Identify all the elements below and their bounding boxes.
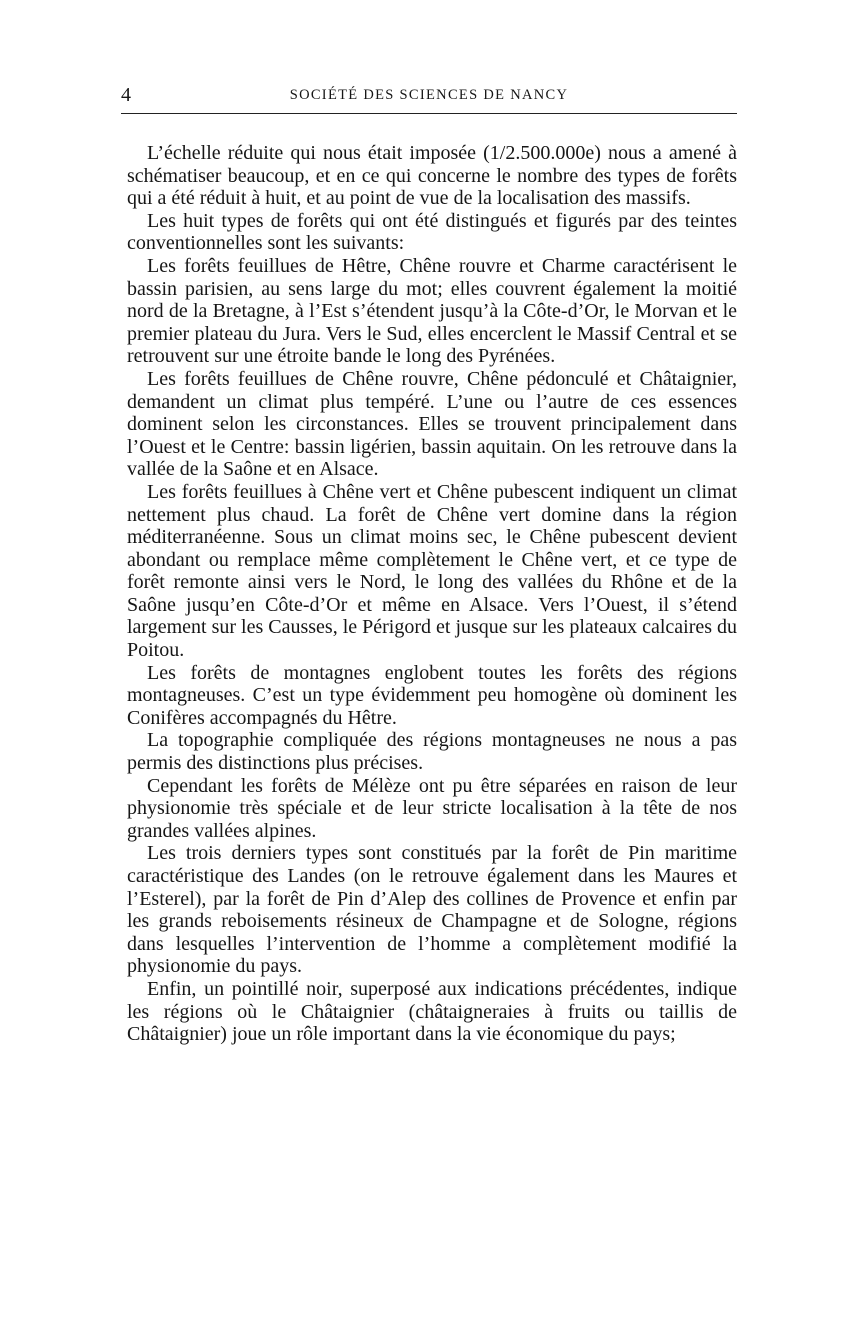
running-head [121, 84, 737, 106]
header-rule [121, 113, 737, 114]
page-number: 4 [121, 84, 131, 106]
paragraph-topography: La topographie compliquée des régions montagneuses ne nous a pas permis des distinctions plus précises. [127, 729, 737, 775]
paragraph-types-intro: Les huit types de forêts qui ont été distingués et figurés par des teintes conventionnelles sont les suivants: [127, 209, 737, 255]
paragraph-larch: Cependant les forêts de Mélèze ont pu être séparées en raison de leur physionomie très spéciale et de leur stricte localisation à la tête de nos grandes vallées alpines. [127, 774, 737, 842]
paragraph-pine-types: Les trois derniers types sont constitués par la forêt de Pin maritime caractéristique des Landes (on le retrouve également dans les Maures et l’Esterel), par la forêt de Pin d’Alep des collines de Provence et enfin par les grands reboisements résineux de Champagne et de Sologne, régions dans lesquelles l’intervention de l’homme a complètement modifié la physionomie du pays. [127, 842, 737, 978]
paragraph-oak-chestnut: Les forêts feuillues de Chêne rouvre, Chêne pédonculé et Châtaignier, demandent un climat plus tempéré. L’une ou l’autre de ces essences dominent selon les circonstances. Elles se trouvent principalement dans l’Ouest et le Centre: bassin ligérien, bassin aquitain. On les retrouve dans la vallée de la Saône et en Alsace. [127, 367, 737, 481]
journal-title: SOCIÉTÉ DES SCIENCES DE NANCY [289, 87, 569, 103]
paragraph-mountain-forests: Les forêts de montagnes englobent toutes les forêts des régions montagneuses. C’est un type évidemment peu homogène où dominent les Conifères accompagnés du Hêtre. [127, 661, 737, 729]
paragraph-holm-oak: Les forêts feuillues à Chêne vert et Chêne pubescent indiquent un climat nettement plus chaud. La forêt de Chêne vert domine dans la région méditerranéenne. Sous un climat moins sec, le Chêne pubescent devient abondant ou remplace même complètement le Chêne vert, et ce type de forêt remonte ainsi vers le Nord, le long des vallées du Rhône et de la Saône jusqu’en Côte-d’Or et même en Alsace. Vers l’Ouest, il s’étend largement sur les Causses, le Périgord et jusque sur les plateaux calcaires du Poitou. [127, 480, 738, 662]
paragraph-scale: L’échelle réduite qui nous était imposée (1/2.500.000e) nous a amené à schématiser beaucoup, et en ce qui concerne le nombre des types de forêts qui a été réduit à huit, et au point de vue de la localisation des massifs. [127, 142, 737, 210]
paragraph-chestnut-dots: Enfin, un pointillé noir, superposé aux indications précédentes, indique les régions où le Châtaignier (châtaigneraies à fruits ou taillis de Châtaignier) joue un rôle important dans la vie économique du pays; [127, 977, 737, 1046]
body-text [127, 142, 737, 1046]
paragraph-beech-oak-hornbeam: Les forêts feuillues de Hêtre, Chêne rouvre et Charme caractérisent le bassin parisien, au sens large du mot; elles couvrent également la moitié nord de la Bretagne, à l’Est s’étendent jusqu’à la Côte-d’Or, le Morvan et le premier plateau du Jura. Vers le Sud, elles encerclent le Massif Central et se retrouvent sur une étroite bande le long des Pyrénées. [127, 254, 737, 368]
